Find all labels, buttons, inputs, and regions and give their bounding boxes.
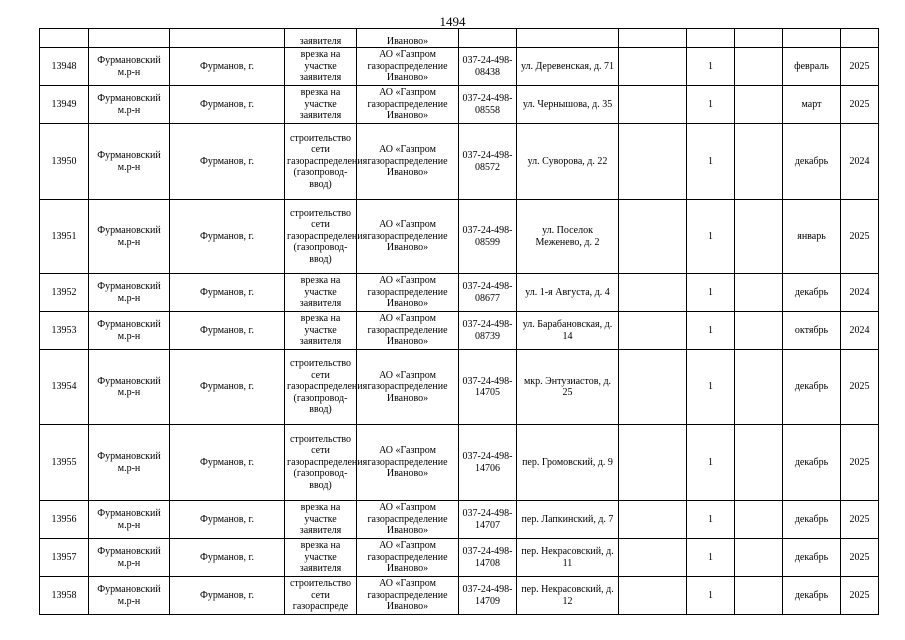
code-cell: 037-24-498-08677 [459,274,517,312]
district-cell: Фурмановский м.р-н [89,501,170,539]
object-cell: строительство сети газораспределения (газопровод-ввод) [285,350,357,425]
company-cell: АО «Газпром газораспределение Иваново» [357,350,459,425]
year-cell: 2025 [841,501,879,539]
code-cell: 037-24-498-08739 [459,312,517,350]
district-cell: Фурмановский м.р-н [89,312,170,350]
table-row [40,425,879,501]
object-cell: заявителя [285,29,357,48]
table-row [40,124,879,200]
company-cell: АО «Газпром газораспределение Иваново» [357,425,459,501]
count-cell: 1 [687,48,735,86]
district-cell: Фурмановский м.р-н [89,577,170,615]
count-cell: 1 [687,539,735,577]
count-cell: 1 [687,200,735,274]
address-cell: пер. Некрасовский, д. 12 [517,577,619,615]
month-cell: декабрь [783,539,841,577]
address-cell: мкр. Энтузиастов, д. 25 [517,350,619,425]
address-cell: пер. Громовский, д. 9 [517,425,619,501]
code-cell: 037-24-498-14706 [459,425,517,501]
address-cell: ул. Суворова, д. 22 [517,124,619,200]
city-cell: Фурманов, г. [170,124,285,200]
record-id: 13949 [40,86,89,124]
district-cell: Фурмановский м.р-н [89,350,170,425]
code-cell: 037-24-498-08438 [459,48,517,86]
empty-cell [735,539,783,577]
object-cell: строительство сети газораспреде [285,577,357,615]
object-cell: врезка на участке заявителя [285,274,357,312]
company-cell: АО «Газпром газораспределение Иваново» [357,274,459,312]
district-cell: Фурмановский м.р-н [89,200,170,274]
empty-cell [619,200,687,274]
company-cell: АО «Газпром газораспределение Иваново» [357,501,459,539]
company-cell: АО «Газпром газораспределение Иваново» [357,124,459,200]
count-cell: 1 [687,425,735,501]
object-cell: строительство сети газораспределения (газопровод-ввод) [285,425,357,501]
record-id: 13951 [40,200,89,274]
record-id: 13950 [40,124,89,200]
company-cell: АО «Газпром газораспределение Иваново» [357,48,459,86]
district-cell: Фурмановский м.р-н [89,425,170,501]
year-cell: 2024 [841,312,879,350]
table-row [40,501,879,539]
district-cell: Фурмановский м.р-н [89,48,170,86]
record-id: 13958 [40,577,89,615]
object-cell: врезка на участке заявителя [285,539,357,577]
table-row [40,200,879,274]
empty-cell [735,48,783,86]
code-cell: 037-24-498-14707 [459,501,517,539]
address-cell: ул. Поселок Меженево, д. 2 [517,200,619,274]
empty-cell [619,86,687,124]
empty-cell [619,577,687,615]
month-cell: октябрь [783,312,841,350]
table-row [40,48,879,86]
gasification-register-table [39,28,879,615]
empty-cell [735,577,783,615]
table-row [40,539,879,577]
address-cell: ул. Деревенская, д. 71 [517,48,619,86]
empty-cell [735,200,783,274]
object-cell: врезка на участке заявителя [285,86,357,124]
city-cell: Фурманов, г. [170,425,285,501]
address-cell: пер. Некрасовский, д. 11 [517,539,619,577]
month-cell: декабрь [783,350,841,425]
company-cell: АО «Газпром газораспределение Иваново» [357,312,459,350]
empty-cell [619,425,687,501]
address-cell: ул. Барабановская, д. 14 [517,312,619,350]
district-cell: Фурмановский м.р-н [89,539,170,577]
record-id: 13954 [40,350,89,425]
city-cell: Фурманов, г. [170,501,285,539]
empty-cell [735,350,783,425]
company-cell: АО «Газпром газораспределение Иваново» [357,577,459,615]
count-cell: 1 [687,312,735,350]
table-row [40,577,879,615]
year-cell: 2025 [841,425,879,501]
empty-cell [619,312,687,350]
record-id: 13953 [40,312,89,350]
count-cell: 1 [687,274,735,312]
count-cell: 1 [687,124,735,200]
city-cell: Фурманов, г. [170,274,285,312]
empty-cell [619,350,687,425]
continuation-row [40,29,879,48]
year-cell: 2025 [841,200,879,274]
city-cell: Фурманов, г. [170,577,285,615]
count-cell: 1 [687,501,735,539]
empty-cell [735,425,783,501]
company-cell: Иваново» [357,29,459,48]
table-row [40,350,879,425]
city-cell: Фурманов, г. [170,539,285,577]
address-cell: пер. Лапкинский, д. 7 [517,501,619,539]
empty-cell [735,124,783,200]
empty-cell [619,274,687,312]
code-cell: 037-24-498-08572 [459,124,517,200]
count-cell: 1 [687,86,735,124]
year-cell: 2025 [841,350,879,425]
object-cell: строительство сети газораспределения (газопровод-ввод) [285,124,357,200]
empty-cell [619,48,687,86]
company-cell: АО «Газпром газораспределение Иваново» [357,539,459,577]
year-cell: 2025 [841,86,879,124]
code-cell: 037-24-498-08558 [459,86,517,124]
month-cell: март [783,86,841,124]
object-cell: строительство сети газораспределения (газопровод-ввод) [285,200,357,274]
object-cell: врезка на участке заявителя [285,312,357,350]
city-cell: Фурманов, г. [170,48,285,86]
record-id: 13955 [40,425,89,501]
month-cell: декабрь [783,425,841,501]
empty-cell [735,501,783,539]
year-cell: 2025 [841,48,879,86]
code-cell: 037-24-498-14708 [459,539,517,577]
empty-cell [619,539,687,577]
month-cell: декабрь [783,274,841,312]
empty-cell [619,124,687,200]
empty-cell [735,312,783,350]
year-cell: 2025 [841,539,879,577]
table-body [40,48,879,615]
record-id: 13956 [40,501,89,539]
city-cell: Фурманов, г. [170,200,285,274]
city-cell: Фурманов, г. [170,312,285,350]
year-cell: 2024 [841,124,879,200]
address-cell: ул. Чернышова, д. 35 [517,86,619,124]
company-cell: АО «Газпром газораспределение Иваново» [357,86,459,124]
count-cell: 1 [687,350,735,425]
empty-cell [619,501,687,539]
code-cell: 037-24-498-14709 [459,577,517,615]
page-number: 1494 [439,14,466,29]
object-cell: врезка на участке заявителя [285,501,357,539]
month-cell: февраль [783,48,841,86]
company-cell: АО «Газпром газораспределение Иваново» [357,200,459,274]
year-cell: 2024 [841,274,879,312]
district-cell: Фурмановский м.р-н [89,86,170,124]
record-id: 13952 [40,274,89,312]
month-cell: январь [783,200,841,274]
count-cell: 1 [687,577,735,615]
record-id: 13957 [40,539,89,577]
table-row [40,312,879,350]
address-cell: ул. 1-я Августа, д. 4 [517,274,619,312]
object-cell: врезка на участке заявителя [285,48,357,86]
code-cell: 037-24-498-08599 [459,200,517,274]
empty-cell [735,274,783,312]
year-cell: 2025 [841,577,879,615]
city-cell: Фурманов, г. [170,350,285,425]
month-cell: декабрь [783,124,841,200]
table-row [40,274,879,312]
district-cell: Фурмановский м.р-н [89,124,170,200]
district-cell: Фурмановский м.р-н [89,274,170,312]
table-row [40,86,879,124]
empty-cell [735,86,783,124]
code-cell: 037-24-498-14705 [459,350,517,425]
month-cell: декабрь [783,501,841,539]
city-cell: Фурманов, г. [170,86,285,124]
month-cell: декабрь [783,577,841,615]
record-id: 13948 [40,48,89,86]
